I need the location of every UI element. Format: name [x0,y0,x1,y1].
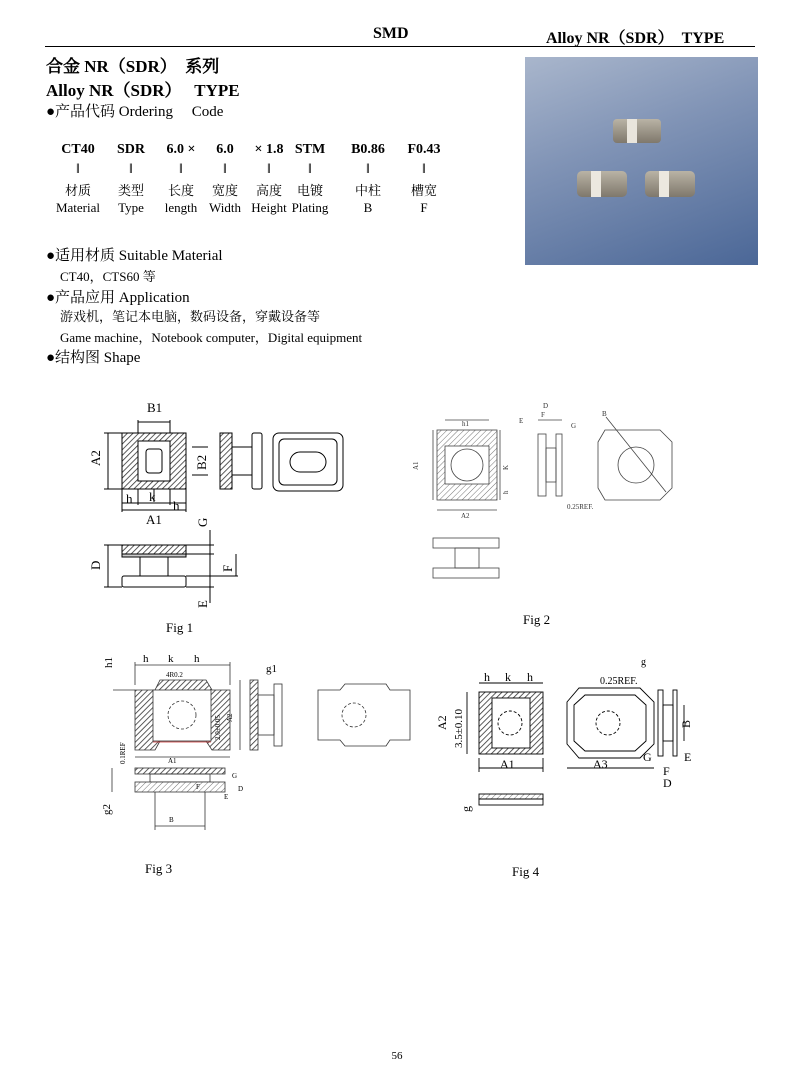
dim-label: E [195,600,210,608]
code-en: Width [209,200,241,215]
double-bar: ‖ [366,162,370,177]
dim-label: D [543,402,549,410]
dim-label: G [643,750,652,764]
code-en: Material [55,200,101,215]
material-heading: ●适用材质 Suitable Material [46,248,223,264]
fig1-dimensions [88,400,235,608]
code-value: CT40 [61,142,95,157]
application-zh: 游戏机，笔记本电脑，数码设备，穿戴设备等 [60,309,321,324]
double-bar: ‖ [267,162,271,177]
dim-label: F [196,783,200,791]
dim-label: g1 [266,663,277,675]
fig2-drawing [433,417,672,578]
dim-label: E [224,793,229,801]
dim-label: K [502,464,510,470]
dim-label: 4R0.2 [166,671,183,679]
code-en: length [164,200,198,215]
fig3-drawing [112,662,410,830]
code-zh: 长度 [167,183,194,198]
dim-label: D [663,776,672,790]
double-bar: ‖ [308,162,312,177]
code-zh: 槽宽 [410,183,437,198]
dim-label: G [195,517,210,527]
fig3-label: Fig 3 [145,861,173,876]
dim-label: A1 [146,512,162,527]
code-zh: 中柱 [354,183,381,198]
application-en: Game machine，Notebook computer，Digital equipment [60,330,363,345]
dim-label: 0.25REF. [567,503,594,511]
code-zh: 电镀 [296,183,323,198]
dim-label: E [684,750,692,764]
dim-label: B [169,816,174,824]
code-en: F [420,200,428,215]
dim-label: 0.1REF [119,742,127,764]
dim-label: A1 [412,461,420,470]
fig4-label: Fig 4 [512,864,540,879]
dim-label: h [484,670,490,684]
dim-label: g [641,657,646,668]
code-value: B0.86 [351,142,385,157]
dim-label: B2 [194,454,209,470]
dim-label: h [173,498,180,513]
dim-label: A1 [500,757,515,771]
dim-label: D [88,560,103,570]
dim-label: E [519,417,524,425]
dim-label: h [527,670,533,684]
code-value: 6.0 × [166,142,196,157]
code-value: SDR [116,142,145,157]
dim-label: h [194,653,200,665]
code-en: B [363,200,373,215]
code-value: F0.43 [407,142,441,157]
shape-heading: ●结构图 Shape [46,350,141,366]
dim-label: h1 [103,657,115,668]
dim-label: g2 [101,804,113,815]
fig2-label: Fig 2 [523,612,551,627]
dim-label: B1 [147,400,163,415]
dim-label: 0.25REF. [600,676,638,687]
page-number: 56 [391,1050,403,1062]
dim-label: k [168,653,174,665]
double-bar: ‖ [179,162,183,177]
dim-label: k [505,670,511,684]
code-en: Height [251,200,287,215]
dim-label: G [232,772,238,780]
dim-label: h [126,491,133,506]
dim-label: 3.5±0.10 [453,708,465,748]
dim-label: G [571,422,577,430]
code-en: Plating [291,200,329,215]
code-zh: 宽度 [211,183,238,198]
header-smd: SMD [373,25,409,42]
dim-label: A2 [435,715,449,730]
code-value: 6.0 [216,142,234,157]
dim-label: F [541,411,545,419]
dim-label: 2.0±0.05 [214,715,222,740]
code-value: STM [294,142,326,157]
ordering-heading: ●产品代码 Ordering Code [46,104,224,120]
dim-label: D [238,785,244,793]
dim-label: B [602,410,607,418]
code-value: × 1.8 [254,142,284,157]
dim-label: A2 [226,713,234,722]
code-zh: 材质 [64,183,91,198]
fig1-drawing [104,420,343,603]
double-bar: ‖ [422,162,426,177]
dim-label: B [679,719,693,728]
dim-label: A2 [461,512,470,520]
code-zh: 类型 [117,183,144,198]
dim-label: k [149,489,156,504]
code-en: Type [118,200,144,215]
fig4-drawing [467,683,684,805]
dim-label: h [502,490,510,494]
dim-label: h [143,653,149,665]
code-zh: 高度 [255,183,282,198]
dim-label: A1 [168,757,177,765]
application-heading: ●产品应用 Application [46,290,190,306]
material-text: CT40，CTS60 等 [60,269,156,284]
double-bar: ‖ [223,162,227,177]
double-bar: ‖ [129,162,133,177]
dim-label: F [663,764,670,778]
title-en: Alloy NR（SDR） TYPE [46,81,240,100]
dim-label: A2 [88,450,103,466]
header-type: Alloy NR（SDR） TYPE [546,30,725,47]
double-bar: ‖ [76,162,80,177]
dim-label: F [220,564,235,572]
title-zh: 合金 NR（SDR） 系列 [46,57,220,76]
dim-label: A3 [593,757,608,771]
dim-label: h1 [462,420,469,428]
fig1-label: Fig 1 [166,620,194,635]
dim-label: g [459,806,473,812]
